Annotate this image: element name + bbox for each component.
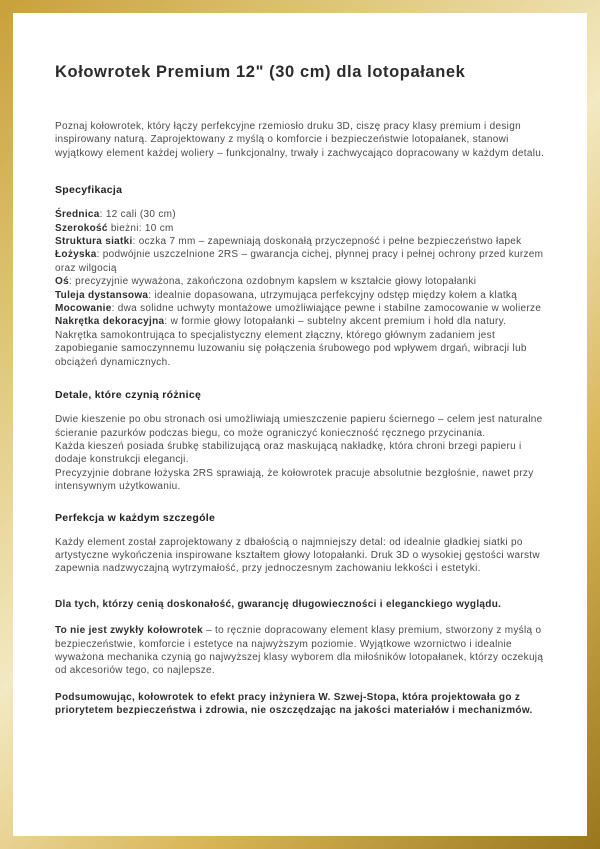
details-paragraph: Dwie kieszenie po obu stronach osi umożliwiają umieszczenie papieru ściernego – celem jest naturalne ścieranie pazurków podczas biegu, co może ograniczyć konieczność ręcznego przycinania.	[55, 414, 543, 439]
section-heading-detale: Detale, które czynią różnicę	[55, 389, 202, 402]
details-paragraphs	[55, 413, 545, 493]
spec-value: bieżni: 10 cm	[107, 222, 174, 234]
spec-label: Szerokość	[55, 222, 108, 234]
spec-value: : w formie głowy lotopałanki – subtelny akcent premium i hołd dla natury. Nakrętka samokontrująca to specjalistyczny element złączny, którego głównym zadaniem jest zapobieganie samoczynnemu luzowaniu się połączenia śrubowego pod wpływem drgań, wibracji lub obciążeń dynamicznych.	[55, 316, 527, 368]
spec-value: : precyzyjnie wyważona, zakończona ozdobnym kapslem w kształcie głowy lotopałanki	[68, 276, 477, 288]
details-paragraph: Każda kieszeń posiada śrubkę stabilizującą oraz maskującą nakładkę, która chroni brzegi papieru i dodaje konstrukcji elegancji.	[55, 440, 522, 466]
spec-value: : idealnie dopasowana, utrzymująca perfekcyjny odstęp między kołem a klatką	[148, 289, 518, 301]
intro-paragraph: Poznaj kołowrotek, który łączy perfekcyjne rzemiosło druku 3D, ciszę pracy klasy premium i design inspirowany naturą. Zaprojektowany z myślą o komforcie i bezpieczeństwie lotopałanek, stanowi wyjątkowy element każdej woliery – funkcjonalny, trwały i zachwycająco dopracowany w każdym detalu.	[55, 121, 545, 159]
spec-item-srednica	[55, 208, 545, 221]
bold-statement: Dla tych, którzy cenią doskonałość, gwarancję długowieczności i eleganckiego wyglądu.	[55, 598, 502, 610]
premium-text: – to ręcznie dopracowany element klasy premium, stworzony z myślą o bezpieczeństwie, komforcie i estetyce na najwyższym poziomie. Wyjątkowe wzornictwo i idealnie wyważona mechanika czynią go najwyższej klasy wyborem dla miłośników lotopałanek, którzy oczekują od akcesoriów tego, co najlepsze.	[55, 625, 544, 677]
spec-label: Struktura siatki	[55, 236, 133, 248]
spec-label: Łożyska	[55, 249, 97, 261]
section-heading-specyfikacja: Specyfikacja	[55, 184, 123, 197]
details-paragraph: Precyzyjnie dobrane łożyska 2RS sprawiają, że kołowrotek pracuje absolutnie bezgłośnie, nawet przy intensywnym użytkowaniu.	[55, 467, 534, 493]
page-title: Kołowrotek Premium 12" (30 cm) dla lotopałanek	[55, 63, 466, 81]
spec-label: Średnica	[55, 209, 100, 221]
spec-value: : 12 cali (30 cm)	[99, 209, 176, 221]
spec-item-nakretka	[55, 315, 545, 369]
summary-paragraph: Podsumowując, kołowrotek to efekt pracy inżyniera W. Szwej-Stopa, która projektowała go z priorytetem bezpieczeństwa i zdrowia, nie oszczędzając na jakości materiałów i mechanizmów.	[55, 691, 533, 717]
premium-paragraph	[55, 624, 545, 678]
section-heading-perfekcja: Perfekcja w każdym szczególe	[55, 511, 216, 524]
spec-item-struktura-siatki	[55, 235, 545, 248]
spec-value: : dwa solidne uchwyty montażowe umożliwiające pewne i stabilne zamocowanie w wolierze	[111, 303, 542, 315]
premium-lead: To nie jest zwykły kołowrotek	[55, 625, 203, 637]
spec-value: : oczka 7 mm – zapewniają doskonałą przyczepność i pełne bezpieczeństwo łapek	[132, 236, 522, 248]
spec-item-mocowanie	[55, 302, 545, 315]
perfection-paragraph: Każdy element został zaprojektowany z dbałością o najmniejszy detal: od idealnie gładkiej siatki po artystyczne wykończenia inspirowane kształtem głowy lotopałanki. Druk 3D o wysokiej gęstości warstw zapewnia nadzwyczajną wytrzymałość, przy jednoczesnym zachowaniu lekkości i estetyki.	[55, 536, 540, 575]
spec-item-szerokosc	[55, 222, 545, 235]
spec-item-lozyska	[55, 248, 545, 275]
spec-label: Nakrętka dekoracyjna	[55, 316, 165, 328]
spec-label: Tuleja dystansowa	[55, 289, 149, 301]
spec-item-os	[55, 275, 545, 288]
spec-item-tuleja	[55, 289, 545, 302]
document-page	[13, 13, 587, 836]
spec-label: Oś	[55, 276, 69, 288]
spec-label: Mocowanie	[55, 303, 112, 315]
spec-list	[55, 208, 545, 369]
spec-value: : podwójnie uszczelnione 2RS – gwarancja cichej, płynnej pracy i pełnej ochrony przed kurzem oraz wilgocią	[55, 249, 544, 274]
